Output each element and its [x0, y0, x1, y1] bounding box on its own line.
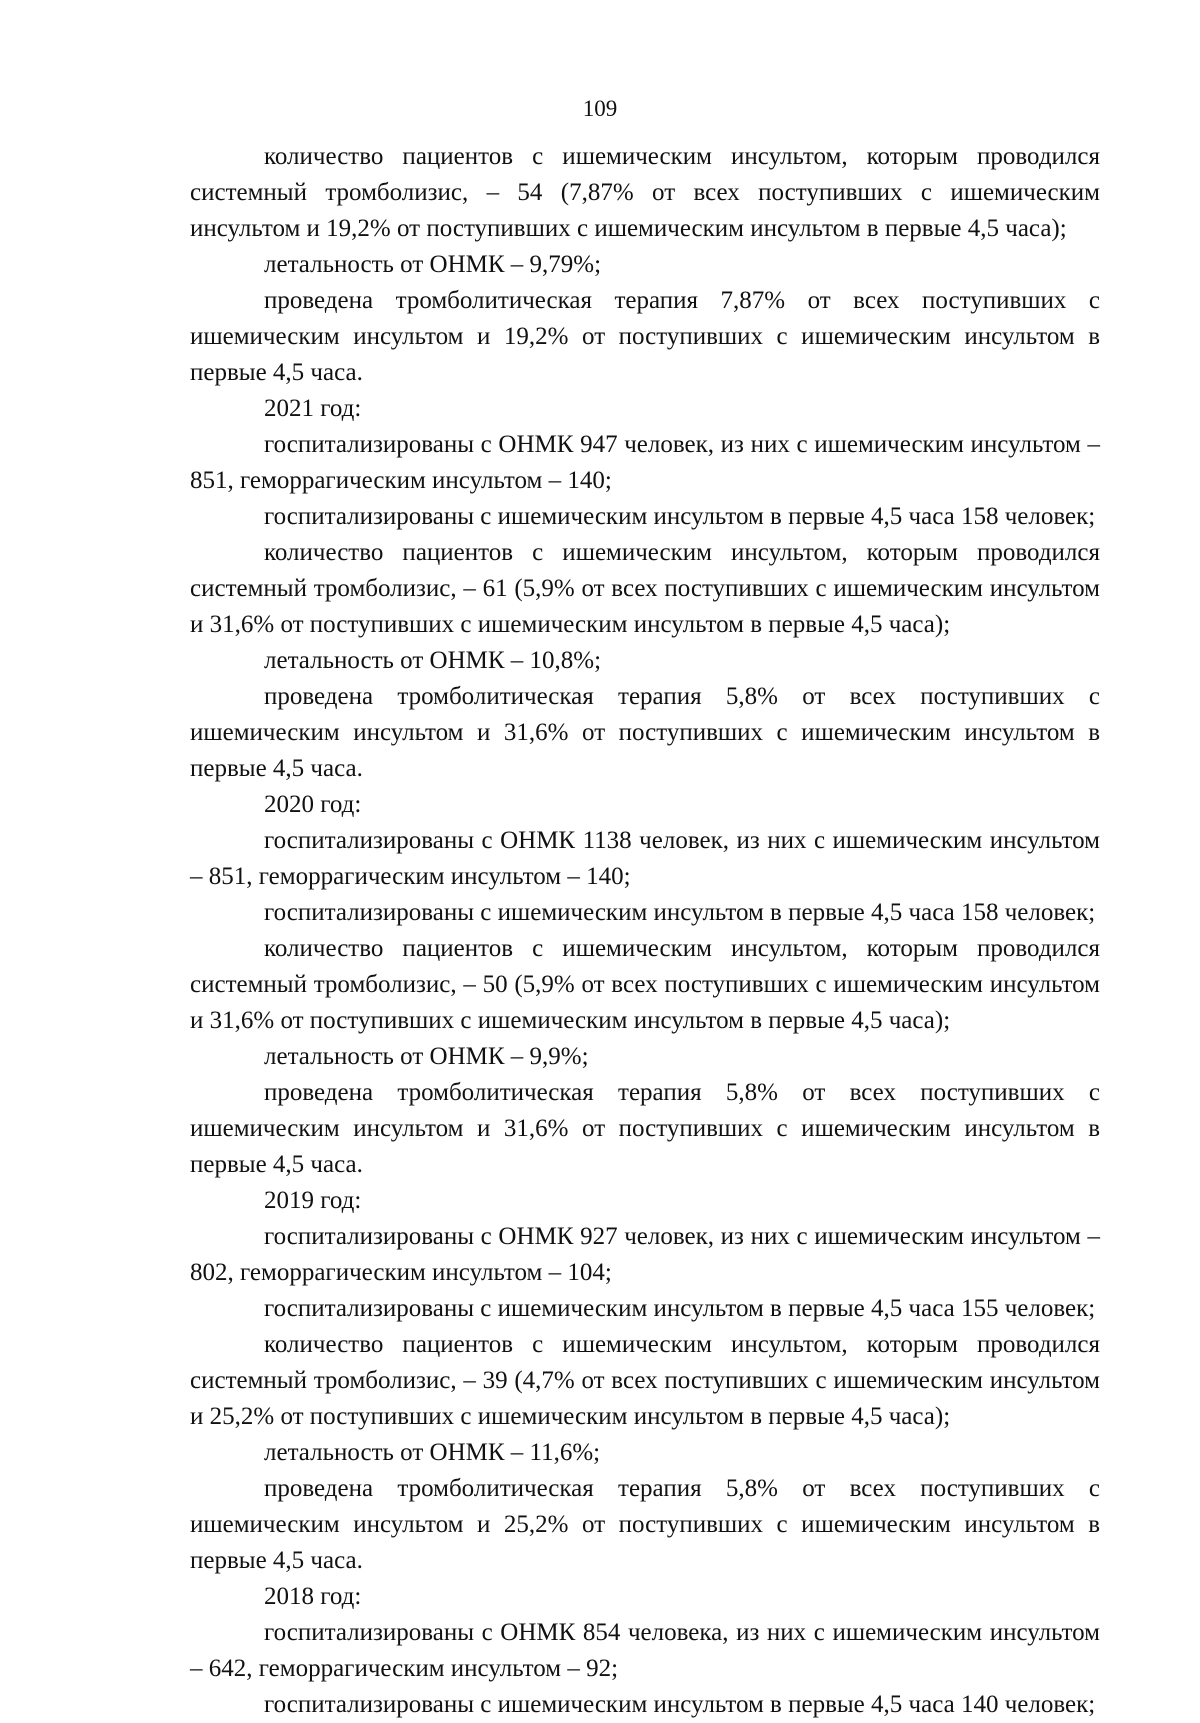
paragraph: проведена тромболитическая терапия 5,8% от всех поступивших с ишемическим инсультом и 31,6% от поступивших с ишемическим инсультом в первые 4,5 часа. [190, 1079, 1100, 1178]
paragraph: летальность от ОНМК – 11,6%; [264, 1439, 601, 1466]
paragraph: проведена тромболитическая терапия 5,8% от всех поступивших с ишемическим инсультом и 31,6% от поступивших с ишемическим инсультом в первые 4,5 часа. [190, 683, 1100, 782]
paragraph: госпитализированы с ишемическим инсультом в первые 4,5 часа 158 человек; [264, 899, 1096, 926]
paragraph: госпитализированы с ОНМК 1138 человек, из них с ишемическим инсультом – 851, геморрагическим инсультом – 140; [190, 827, 1100, 890]
paragraph: количество пациентов с ишемическим инсультом, которым проводился системный тромболизис, – 39 (4,7% от всех поступивших с ишемическим инсультом и 25,2% от поступивших с ишемическим инсультом в первые 4,5 часа); [190, 1331, 1100, 1430]
year-heading: 2020 год: [264, 791, 362, 818]
paragraph: количество пациентов с ишемическим инсультом, которым проводился системный тромболизис, – 61 (5,9% от всех поступивших с ишемическим инсультом и 31,6% от поступивших с ишемическим инсультом в первые 4,5 часа); [190, 539, 1100, 638]
paragraph: летальность от ОНМК – 10,8%; [264, 647, 602, 674]
paragraph: госпитализированы с ишемическим инсультом в первые 4,5 часа 155 человек; [264, 1295, 1096, 1322]
paragraph: госпитализированы с ишемическим инсультом в первые 4,5 часа 158 человек; [264, 503, 1096, 530]
paragraph: проведена тромболитическая терапия 7,87% от всех поступивших с ишемическим инсультом и 19,2% от поступивших с ишемическим инсультом в первые 4,5 часа. [190, 287, 1100, 386]
paragraph: госпитализированы с ОНМК 927 человек, из них с ишемическим инсультом – 802, геморрагическим инсультом – 104; [190, 1223, 1100, 1286]
paragraph: госпитализированы с ишемическим инсультом в первые 4,5 часа 140 человек; [264, 1691, 1096, 1718]
page-number: 109 [582, 96, 618, 121]
paragraph: летальность от ОНМК – 9,79%; [264, 251, 602, 278]
paragraph: госпитализированы с ОНМК 854 человека, из них с ишемическим инсультом – 642, геморрагическим инсультом – 92; [190, 1619, 1100, 1682]
year-heading: 2018 год: [264, 1583, 362, 1610]
paragraph: летальность от ОНМК – 9,9%; [264, 1043, 589, 1070]
year-heading: 2019 год: [264, 1187, 362, 1214]
year-heading: 2021 год: [264, 395, 362, 422]
paragraph: проведена тромболитическая терапия 5,8% от всех поступивших с ишемическим инсультом и 25,2% от поступивших с ишемическим инсультом в первые 4,5 часа. [190, 1475, 1100, 1574]
paragraph: количество пациентов с ишемическим инсультом, которым проводился системный тромболизис, – 50 (5,9% от всех поступивших с ишемическим инсультом и 31,6% от поступивших с ишемическим инсультом в первые 4,5 часа); [190, 935, 1100, 1034]
document-body [190, 139, 1100, 1723]
paragraph: госпитализированы с ОНМК 947 человек, из них с ишемическим инсультом – 851, геморрагическим инсультом – 140; [190, 431, 1100, 494]
paragraph: количество пациентов с ишемическим инсультом, которым проводился системный тромболизис, – 54 (7,87% от всех поступивших с ишемическим инсультом и 19,2% от поступивших с ишемическим инсультом в первые 4,5 часа); [190, 143, 1100, 242]
